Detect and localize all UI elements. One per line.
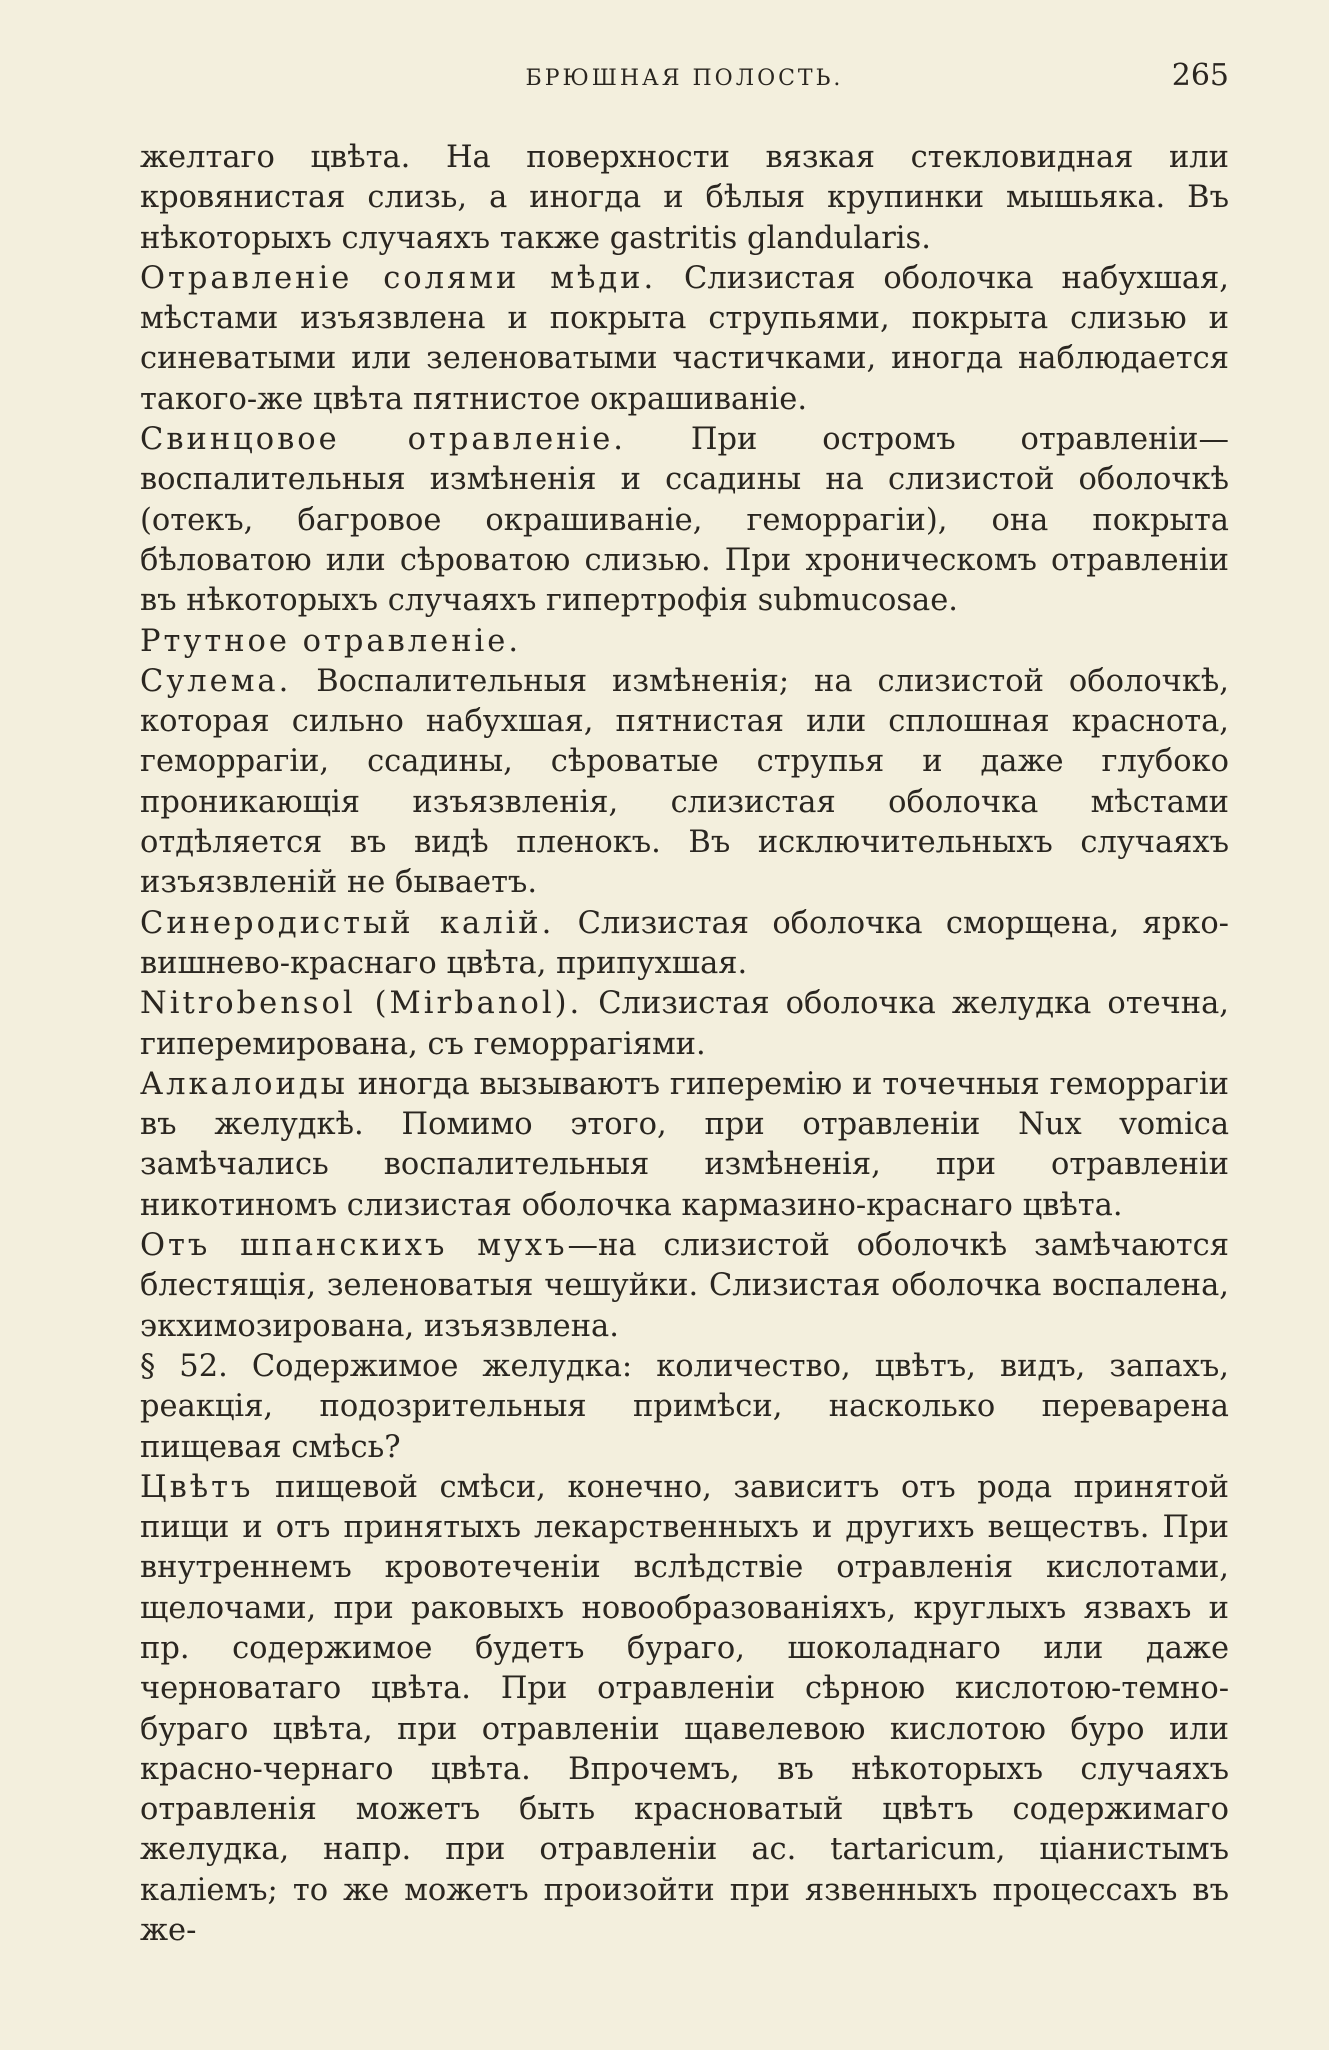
paragraph-lead: Цвѣтъ — [140, 1469, 254, 1505]
paragraph-lead: Синеродистый калій. — [140, 905, 555, 941]
running-title: БРЮШНАЯ ПОЛОСТЬ. — [525, 66, 844, 91]
paragraph-text: —на слизистой оболочкѣ замѣчаются блестящія, зеленоватыя чешуйки. Слизистая оболочка воспалена, экхимозирована, изъязвлена. — [140, 1228, 1229, 1344]
paragraph-text: пищевой смѣси, конечно, зависитъ отъ рода принятой пищи и отъ принятыхъ лекарственныхъ и другихъ веществъ. При внутреннемъ кровотеченіи вслѣдствіе отравленія кислотами, щелочами, при раковыхъ новообразованіяхъ, круглыхъ язвахъ и пр. содержимое будетъ бураго, шоколаднаго или даже черноватаго цвѣта. При отравленіи сѣрною кислотою-темно-бураго цвѣта, при отравленіи щавелевою кислотою буро или красно-чернаго цвѣта. Впрочемъ, въ нѣкоторыхъ случаяхъ отравленія можетъ быть красноватый цвѣтъ содержимаго желудка, напр. при отравленіи ac. tartaricum, ціанистымъ каліемъ; то же можетъ произойти при язвенныхъ процессахъ въ же- — [140, 1469, 1229, 1949]
paragraph — [140, 1065, 1229, 1226]
page-number: 265 — [1171, 58, 1229, 93]
paragraph-text: Слизистая оболочка набухшая, мѣстами изъязвлена и покрыта струпьями, покрыта слизью и синеватыми или зеленоватыми частичками, иногда наблюдается такого-же цвѣта пятнистое окрашиваніе. — [140, 260, 1229, 417]
paragraph-text: иногда вызываютъ гиперемію и точечныя геморрагіи въ желудкѣ. Помимо этого, при отравленіи Nux vomica замѣчались воспалительныя измѣненія, при отравленіи никотиномъ слизистая оболочка кармазино-краснаго цвѣта. — [140, 1066, 1229, 1223]
paragraph-text: желтаго цвѣта. На поверхности вязкая стекловидная или кровянистая слизь, а иногда и бѣлыя крупинки мышьяка. Въ нѣкоторыхъ случаяхъ также gastritis glandularis. — [140, 140, 1229, 256]
paragraph-text: При остромъ отравленіи—воспалительныя измѣненія и ссадины на слизистой оболочкѣ (отекъ, багровое окрашиваніе, геморрагіи), она покрыта бѣловатою или сѣроватою слизью. При хроническомъ отравленіи въ нѣкоторыхъ случаяхъ гипертрофія submucosae. — [140, 422, 1229, 619]
paragraph — [140, 904, 1229, 985]
paragraph-lead: Отравленіе солями мѣди. — [140, 260, 657, 296]
paragraph-text: Воспалительныя измѣненія; на слизистой оболочкѣ, которая сильно набухшая, пятнистая или сплошная краснота, геморрагіи, ссадины, сѣроватые струпья и даже глубоко проникающія изъязвленія, слизистая оболочка мѣстами отдѣляется въ видѣ пленокъ. Въ исключительныхъ случаяхъ изъязвленій не бываетъ. — [140, 663, 1229, 901]
paragraph-lead: Отъ шпанскихъ мухъ — [140, 1228, 568, 1264]
paragraph — [140, 1468, 1229, 1952]
paragraph-text: § 52. Содержимое желудка: количество, цвѣтъ, видъ, запахъ, реакція, подозрительныя примѣси, насколько переварена пищевая смѣсь? — [140, 1348, 1229, 1465]
paragraph — [140, 138, 1229, 259]
paragraph-lead: Сулема. — [140, 663, 292, 699]
paragraph — [140, 1347, 1229, 1468]
paragraph — [140, 259, 1229, 420]
paragraph-lead: Nitrobensol (Mirbanol). — [140, 986, 583, 1022]
paragraph-text: Слизистая оболочка сморщена, ярко-вишнево-краснаго цвѣта, припухшая. — [140, 905, 1229, 981]
body-text — [140, 138, 1229, 1951]
paragraph-lead: Ртутное отравленіе. — [140, 623, 522, 659]
paragraph — [140, 1226, 1229, 1347]
page-header — [140, 58, 1229, 98]
paragraph — [140, 420, 1229, 621]
paragraph-lead: Алкалоиды — [140, 1066, 348, 1102]
paragraph-text: Слизистая оболочка желудка отечна, гиперемирована, съ геморрагіями. — [140, 986, 1229, 1062]
paragraph — [140, 662, 1229, 904]
paragraph-lead: Свинцовое отравленіе. — [140, 422, 627, 458]
paragraph — [140, 984, 1229, 1065]
paragraph — [140, 622, 1229, 662]
